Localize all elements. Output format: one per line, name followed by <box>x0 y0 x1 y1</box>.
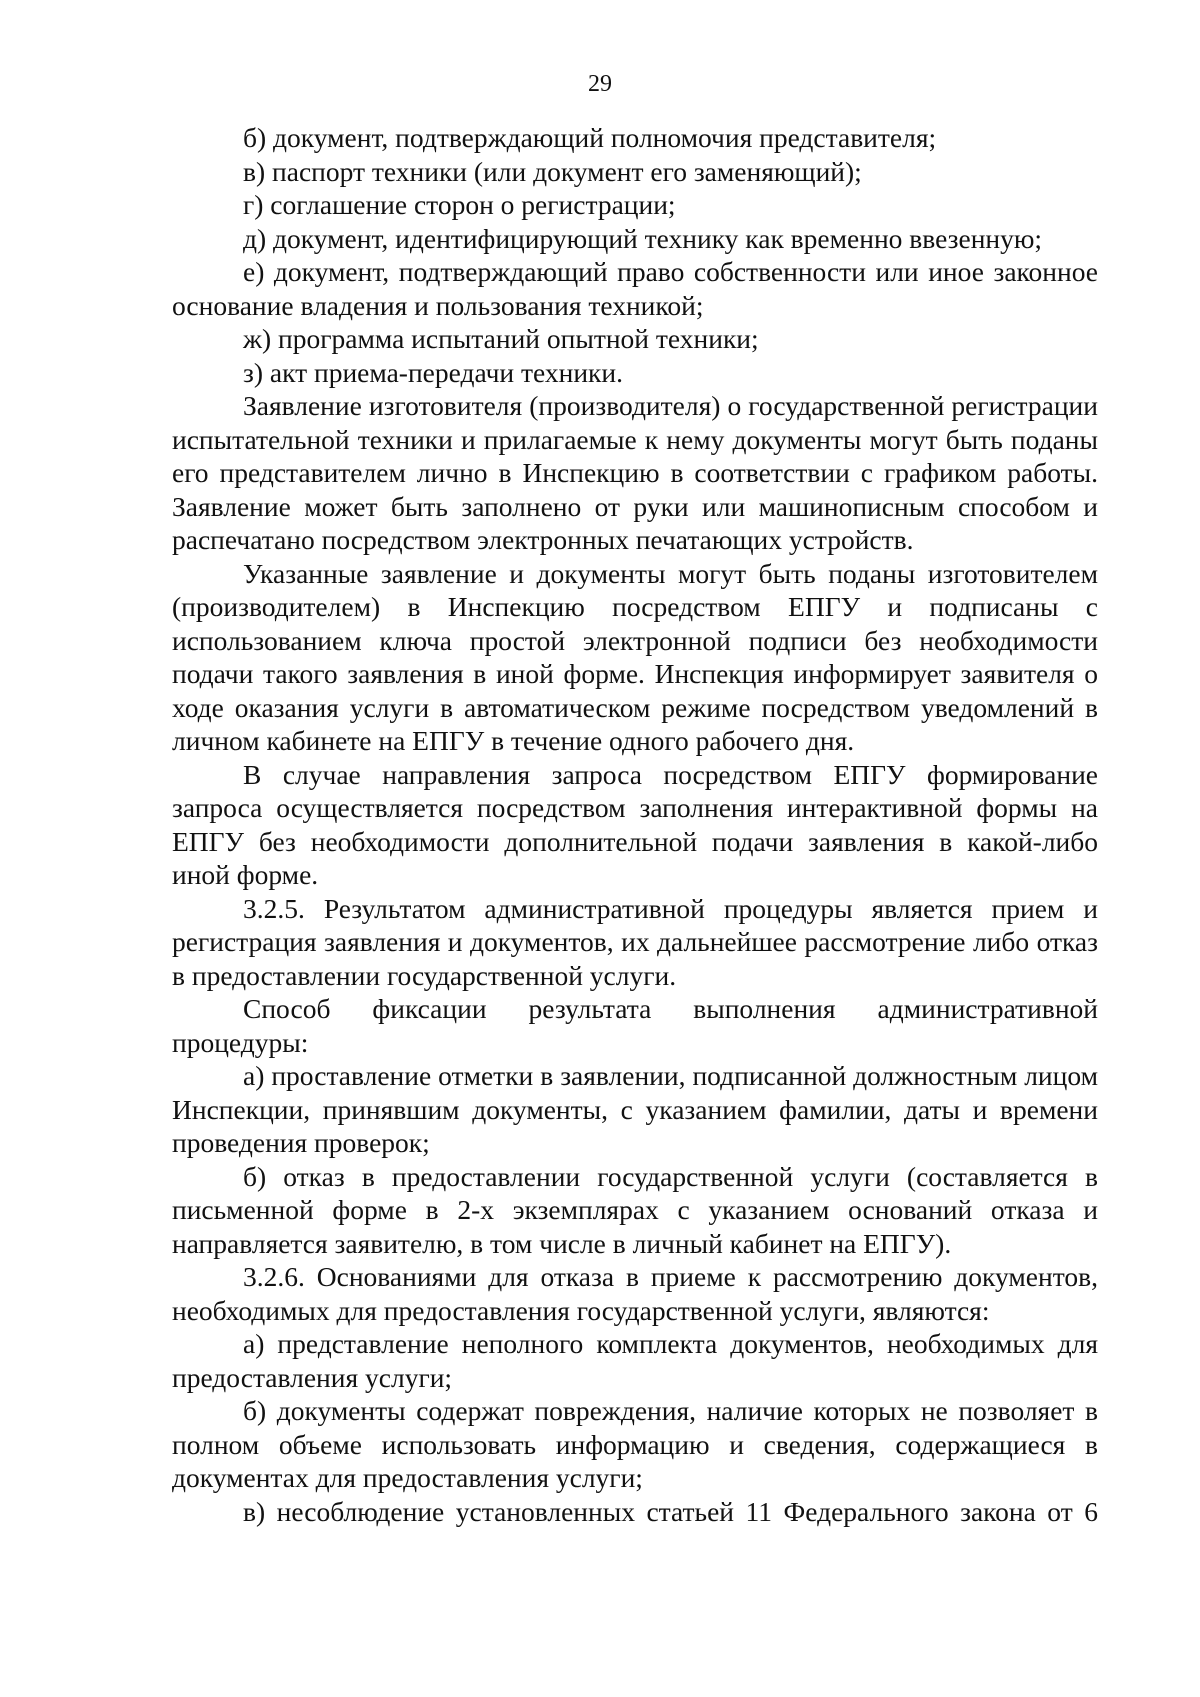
paragraph-epgu-request: В случае направления запроса посредством ЕПГУ формирование запроса осуществляется посредством заполнения интерактивной формы на ЕПГУ без необходимости дополнительной подачи заявления в какой-либо иной форме. <box>172 758 1098 890</box>
paragraph-application-submission: Заявление изготовителя (производителя) о государственной регистрации испытательной техники и прилагаемые к нему документы могут быть поданы его представителем лично в Инспекцию в соответствии с графиком работы. Заявление может быть заполнено от руки или машинописным способом и распечатано посредством электронных печатающих устройств. <box>172 390 1098 555</box>
paragraph-item-d: д) документ, идентифицирующий технику как временно ввезенную; <box>243 222 1043 254</box>
paragraph-refusal-b: б) документы содержат повреждения, наличие которых не позволяет в полном объеме использовать информацию и сведения, содержащиеся в документах для предоставления услуги; <box>172 1395 1098 1493</box>
paragraph-fixation-a: а) проставление отметки в заявлении, подписанной должностным лицом Инспекции, принявшим документы, с указанием фамилии, даты и времени проведения проверок; <box>172 1060 1098 1158</box>
paragraph-3-2-6: 3.2.6. Основаниями для отказа в приеме к рассмотрению документов, необходимых для предоставления государственной услуги, являются: <box>172 1261 1098 1326</box>
paragraph-fixation-method: Способ фиксации результата выполнения административной процедуры: <box>172 993 1098 1058</box>
paragraph-refusal-a: а) представление неполного комплекта документов, необходимых для предоставления услуги; <box>172 1328 1098 1393</box>
paragraph-fixation-b: б) отказ в предоставлении государственной услуги (составляется в письменной форме в 2-х экземплярах с указанием оснований отказа и направляется заявителю, в том числе в личный кабинет на ЕПГУ). <box>172 1160 1098 1259</box>
paragraph-item-zh: ж) программа испытаний опытной техники; <box>243 323 759 354</box>
paragraph-item-v: в) паспорт техники (или документ его заменяющий); <box>243 155 862 187</box>
paragraph-epgu-submission: Указанные заявление и документы могут быть поданы изготовителем (производителем) в Инспекцию посредством ЕПГУ и подписаны с использованием ключа простой электронной подписи без необходимости подачи такого заявления в иной форме. Инспекция информирует заявителя о ходе оказания услуги в автоматическом режиме посредством уведомлений в личном кабинете на ЕПГУ в течение одного рабочего дня. <box>172 557 1098 756</box>
paragraph-3-2-5: 3.2.5. Результатом административной процедуры является прием и регистрация заявления и документов, их дальнейшее рассмотрение либо отказ в предоставлении государственной услуги. <box>172 892 1098 991</box>
paragraph-refusal-v: в) несоблюдение установленных статьей 11 Федерального закона от 6 <box>243 1495 1098 1527</box>
page-number: 29 <box>588 71 612 97</box>
paragraph-item-e: е) документ, подтверждающий право собственности или иное законное основание владения и пользования техникой; <box>172 256 1098 321</box>
paragraph-item-b: б) документ, подтверждающий полномочия представителя; <box>243 122 937 153</box>
paragraph-item-z: з) акт приема-передачи техники. <box>243 356 623 388</box>
document-body <box>172 121 1098 1528</box>
paragraph-item-g: г) соглашение сторон о регистрации; <box>243 189 676 220</box>
